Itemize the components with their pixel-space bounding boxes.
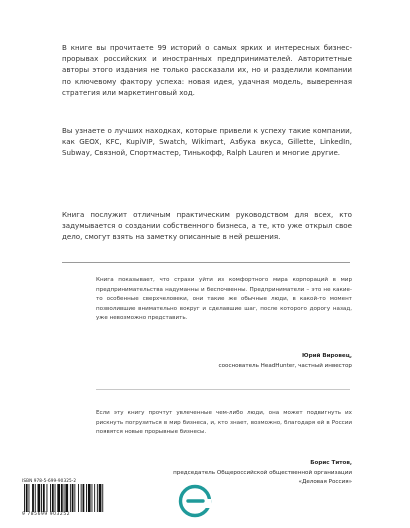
barcode-icon	[22, 484, 130, 512]
quote-2-role-line-2: «Деловая Россия»	[298, 479, 352, 486]
description-paragraph-3: Книга послужит отличным практическим руководством для всех, кто задумывается о создании собственного бизнеса, а те, кто уже открыл свое дело, смогут взять на заметку описанные в ней решения.	[62, 210, 352, 242]
quote-1-text: Книга показывает, что страхи уйти из комфортного мира корпораций в мир предпринимательства надуманны и беспочвенны. Предприниматели – это не какие-то особенные сверхчеловеки, они такие же обычные люди, в какой-то момент позволившие внимательно вокруг и сделавшие шаг, после которого дорогу назад, уже невозможно представить.	[96, 277, 352, 322]
quote-1-signature	[219, 352, 352, 371]
description-paragraph-1: В книге вы прочитаете 99 историй о самых ярких и интересных бизнес-прорывах российских и иностранных предпринимателей. Авторитетные авторы этого издания не только рассказали их, но и разделили компании по ключевому фактору успеха: новая идея, удачная модель, выверенная стратегия или маркетинговый ход.	[62, 43, 352, 97]
quote-2-role-line-1: председатель Общероссийской общественной организации	[173, 469, 352, 476]
eksmo-e-logo-icon	[178, 484, 212, 518]
isbn-text: ISBN 978-5-699-90325-2	[22, 478, 77, 483]
quote-1-author: Юрий Вировец,	[302, 353, 352, 359]
quote-2-author: Борис Титов,	[310, 460, 352, 466]
barcode-block	[22, 478, 130, 518]
quote-1-role: сооснователь HeadHunter, частный инвестор	[218, 362, 352, 369]
quote-separator	[96, 389, 350, 390]
description-paragraph-2: Вы узнаете о лучших находках, которые привели к успеху такие компании, как GEOX, KFC, KupiVIP, Swatch, Wikimart, Азбука вкуса, Gillette, LinkedIn, Subway, Связной, Спортмастер, Тинькофф, Ralph Lauren и многие другие.	[62, 126, 352, 158]
quote-2-text: Если эту книгу прочтут увлеченные чем-либо люди, она может подвигнуть их рискнуть погрузиться в мир бизнеса, и, кто знает, возможно, благодаря ей в России появятся новые прорывные бизнесы.	[96, 410, 352, 436]
barcode-number: 9 785699 903252	[22, 512, 71, 517]
divider-line	[62, 262, 350, 263]
